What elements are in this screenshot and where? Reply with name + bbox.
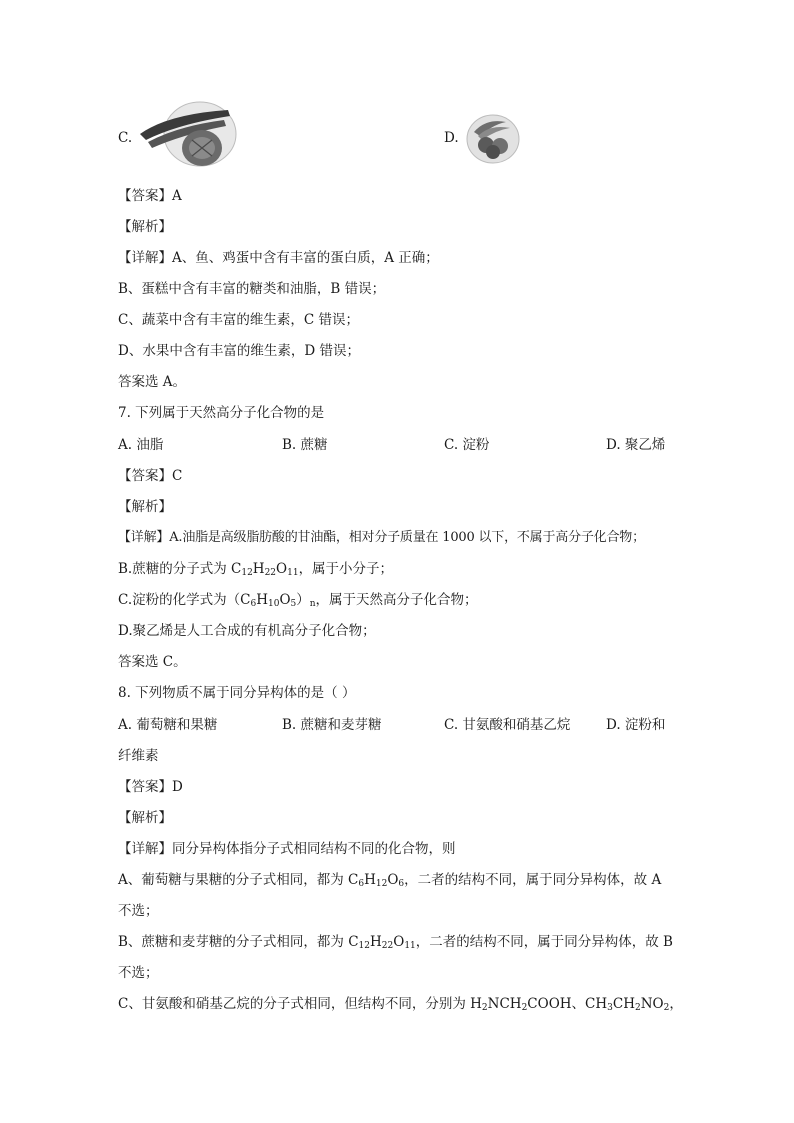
option-d-label: D. — [444, 130, 459, 146]
q6-answer: 【答案】A — [118, 188, 182, 204]
q8-b-line-2: 不选； — [118, 965, 159, 981]
q6-detail-line-4: D、水果中含有丰富的维生素，D 错误； — [118, 343, 360, 359]
q7-question: 7. 下列属于天然高分子化合物的是 — [118, 405, 325, 421]
q6-detail-line-3: C、蔬菜中含有丰富的维生素，C 错误； — [118, 312, 359, 328]
option-c-label: C. — [118, 130, 133, 146]
q6-detail-line-1: 【详解】A、鱼、鸡蛋中含有丰富的蛋白质，A 正确； — [118, 250, 439, 266]
q8-option-a: A. 葡萄糖和果糖 — [118, 717, 218, 733]
q8-a-line-2: 不选； — [118, 903, 159, 919]
fish-egg-food-photo-icon — [138, 96, 238, 168]
q7-detail-line-1: 【详解】A.油脂是高级脂肪酸的甘油酯，相对分子质量在 1000 以下，不属于高分子化合物； — [118, 530, 645, 545]
fruit-plate-photo-icon — [466, 112, 520, 164]
q6-analysis-heading: 【解析】 — [118, 219, 172, 235]
q8-option-d: D. 淀粉和 — [606, 717, 666, 733]
q8-option-b: B. 蔗糖和麦芽糖 — [282, 717, 382, 733]
q8-answer: 【答案】D — [118, 779, 183, 795]
q8-detail-line-1: 【详解】同分异构体指分子式相同结构不同的化合物，则 — [118, 841, 456, 857]
q7-option-a: A. 油脂 — [118, 437, 164, 453]
q8-analysis-heading: 【解析】 — [118, 810, 172, 826]
q7-analysis-heading: 【解析】 — [118, 499, 172, 515]
q7-detail-line-4: D.聚乙烯是人工合成的有机高分子化合物； — [118, 623, 376, 639]
q8-a-line-1: A、葡萄糖与果糖的分子式相同，都为 $C_6H_{12}O_6$，二者的结构不同，属于同分异构体，故 A — [118, 872, 662, 889]
q7-detail-line-3: C.淀粉的化学式为$(C_6H_{10}O_5)_n$，属于天然高分子化合物； — [118, 592, 478, 609]
q7-detail-line-2: B.蔗糖的分子式为 $C_{12}H_{22}O_{11}$，属于小分子； — [118, 561, 394, 578]
q7-conclusion: 答案选 C。 — [118, 654, 187, 670]
q7-option-c: C. 淀粉 — [444, 437, 490, 453]
q8-option-d-wrap: 纤维素 — [118, 748, 159, 764]
q8-question: 8. 下列物质不属于同分异构体的是（ ） — [118, 685, 356, 701]
q8-option-c: C. 甘氨酸和硝基乙烷 — [444, 717, 571, 733]
q7-option-d: D. 聚乙烯 — [606, 437, 666, 453]
q6-detail-line-2: B、蛋糕中含有丰富的糖类和油脂，B 错误； — [118, 281, 386, 297]
q8-b-line-1: B、蔗糖和麦芽糖的分子式相同，都为 $C_{12}H_{22}O_{11}$，二者的结构不同，属于同分异构体，故 B — [118, 934, 673, 951]
q6-conclusion: 答案选 A。 — [118, 374, 187, 390]
q7-option-b: B. 蔗糖 — [282, 437, 328, 453]
q8-c-line-1: C、甘氨酸和硝基乙烷的分子式相同，但结构不同，分别为 $H_2NCH_2COOH$、$CH_3CH_2NO_2$， — [118, 996, 683, 1013]
q7-answer: 【答案】C — [118, 468, 183, 484]
